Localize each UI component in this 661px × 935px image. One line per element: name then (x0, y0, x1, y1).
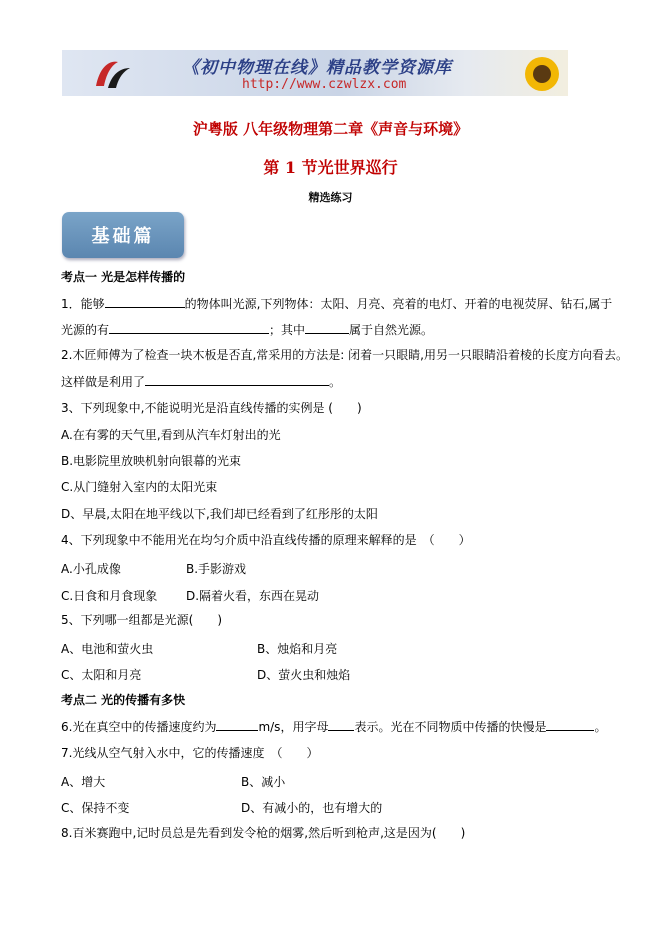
q4-option-b[interactable]: B.手影游戏 (186, 562, 247, 576)
logo-icon (90, 56, 134, 92)
question-6 (61, 719, 606, 734)
topic-heading: 考点二 光的传播有多快 (61, 693, 186, 707)
banner-title: 《初中物理在线》精品教学资源库 (182, 58, 452, 78)
topic-heading: 考点一 光是怎样传播的 (61, 270, 186, 284)
q6-blank-2[interactable] (328, 719, 354, 731)
section-title: 第 1 节光世界巡行 (263, 158, 398, 177)
question-7: 7.光线从空气射入水中，它的传播速度 （ ） (61, 746, 319, 760)
document-title: 沪粤版 八年级物理第二章《声音与环境》 (192, 120, 469, 138)
sunflower-icon (522, 54, 562, 94)
q7-option-d[interactable]: D、有减小的，也有增大的 (241, 801, 383, 815)
q1-text-b: 的物体叫光源,下列物体：太阳、月亮、亮着的电灯、开着的电视荧屏、钻石,属于 (184, 297, 613, 311)
q6-text-c: 表示。光在不同物质中传播的快慢是 (354, 720, 547, 734)
q1-blank-1[interactable] (105, 296, 185, 308)
q4-option-d[interactable]: D.隔着火看，东西在晃动 (186, 589, 320, 603)
q5-option-b[interactable]: B、烛焰和月亮 (257, 642, 338, 656)
q3-option-d[interactable]: D、早晨,太阳在地平线以下,我们却已经看到了红彤彤的太阳 (61, 507, 378, 521)
header-banner (62, 50, 568, 96)
q4-option-a[interactable]: A.小孔成像 (61, 562, 121, 576)
q1-blank-3[interactable] (305, 322, 349, 334)
q3-option-a[interactable]: A.在有雾的天气里,看到从汽车灯射出的光 (61, 428, 281, 442)
question-1-line-1 (61, 296, 612, 311)
q7-option-a[interactable]: A、增大 (61, 775, 106, 789)
q2-text-b: 这样做是利用了 (61, 375, 146, 389)
q5-option-a[interactable]: A、电池和萤火虫 (61, 642, 154, 656)
q1-text-d: ；其中 (269, 323, 306, 337)
q3-option-b[interactable]: B.电影院里放映机射向银幕的光束 (61, 454, 242, 468)
q2-blank[interactable] (145, 374, 329, 386)
q4-option-c[interactable]: C.日食和月食现象 (61, 589, 158, 603)
question-3: 3、下列现象中,不能说明光是沿直线传播的实例是 ( ) (61, 401, 362, 415)
question-8: 8.百米赛跑中,记时员总是先看到发令枪的烟雾,然后听到枪声,这是因为( ) (61, 826, 466, 840)
q6-text-a: 6.光在真空中的传播速度约为 (61, 720, 217, 734)
q1-text-c: 光源的有 (61, 323, 110, 337)
question-5: 5、下列哪一组都是光源( ) (61, 613, 222, 627)
q1-text-a: 1．能够 (61, 297, 105, 311)
question-1-line-2 (61, 322, 433, 337)
subtitle: 精选练习 (308, 191, 353, 204)
question-2-line-1: 2.木匠师傅为了检查一块木板是否直,常采用的方法是: 闭着一只眼睛,用另一只眼睛沿着棱的长度方向看去。 (61, 348, 628, 362)
q5-option-c[interactable]: C、太阳和月亮 (61, 668, 142, 682)
q6-text-d: 。 (594, 720, 607, 734)
q1-blank-2[interactable] (109, 322, 269, 334)
q1-text-e: 属于自然光源。 (349, 323, 434, 337)
question-2-line-2 (61, 374, 341, 389)
q2-text-c: 。 (329, 375, 342, 389)
q5-option-d[interactable]: D、萤火虫和烛焰 (257, 668, 351, 682)
q6-blank-1[interactable] (216, 719, 258, 731)
q6-blank-3[interactable] (546, 719, 594, 731)
section-badge: 基础篇 (62, 212, 184, 258)
banner-url: http://www.czwlzx.com (242, 77, 407, 92)
question-4: 4、下列现象中不能用光在均匀介质中沿直线传播的原理来解释的是 （ ） (61, 533, 471, 547)
q7-option-b[interactable]: B、减小 (241, 775, 286, 789)
q6-text-b: m/s，用字母 (258, 720, 329, 734)
q3-option-c[interactable]: C.从门缝射入室内的太阳光束 (61, 480, 218, 494)
q7-option-c[interactable]: C、保持不变 (61, 801, 130, 815)
